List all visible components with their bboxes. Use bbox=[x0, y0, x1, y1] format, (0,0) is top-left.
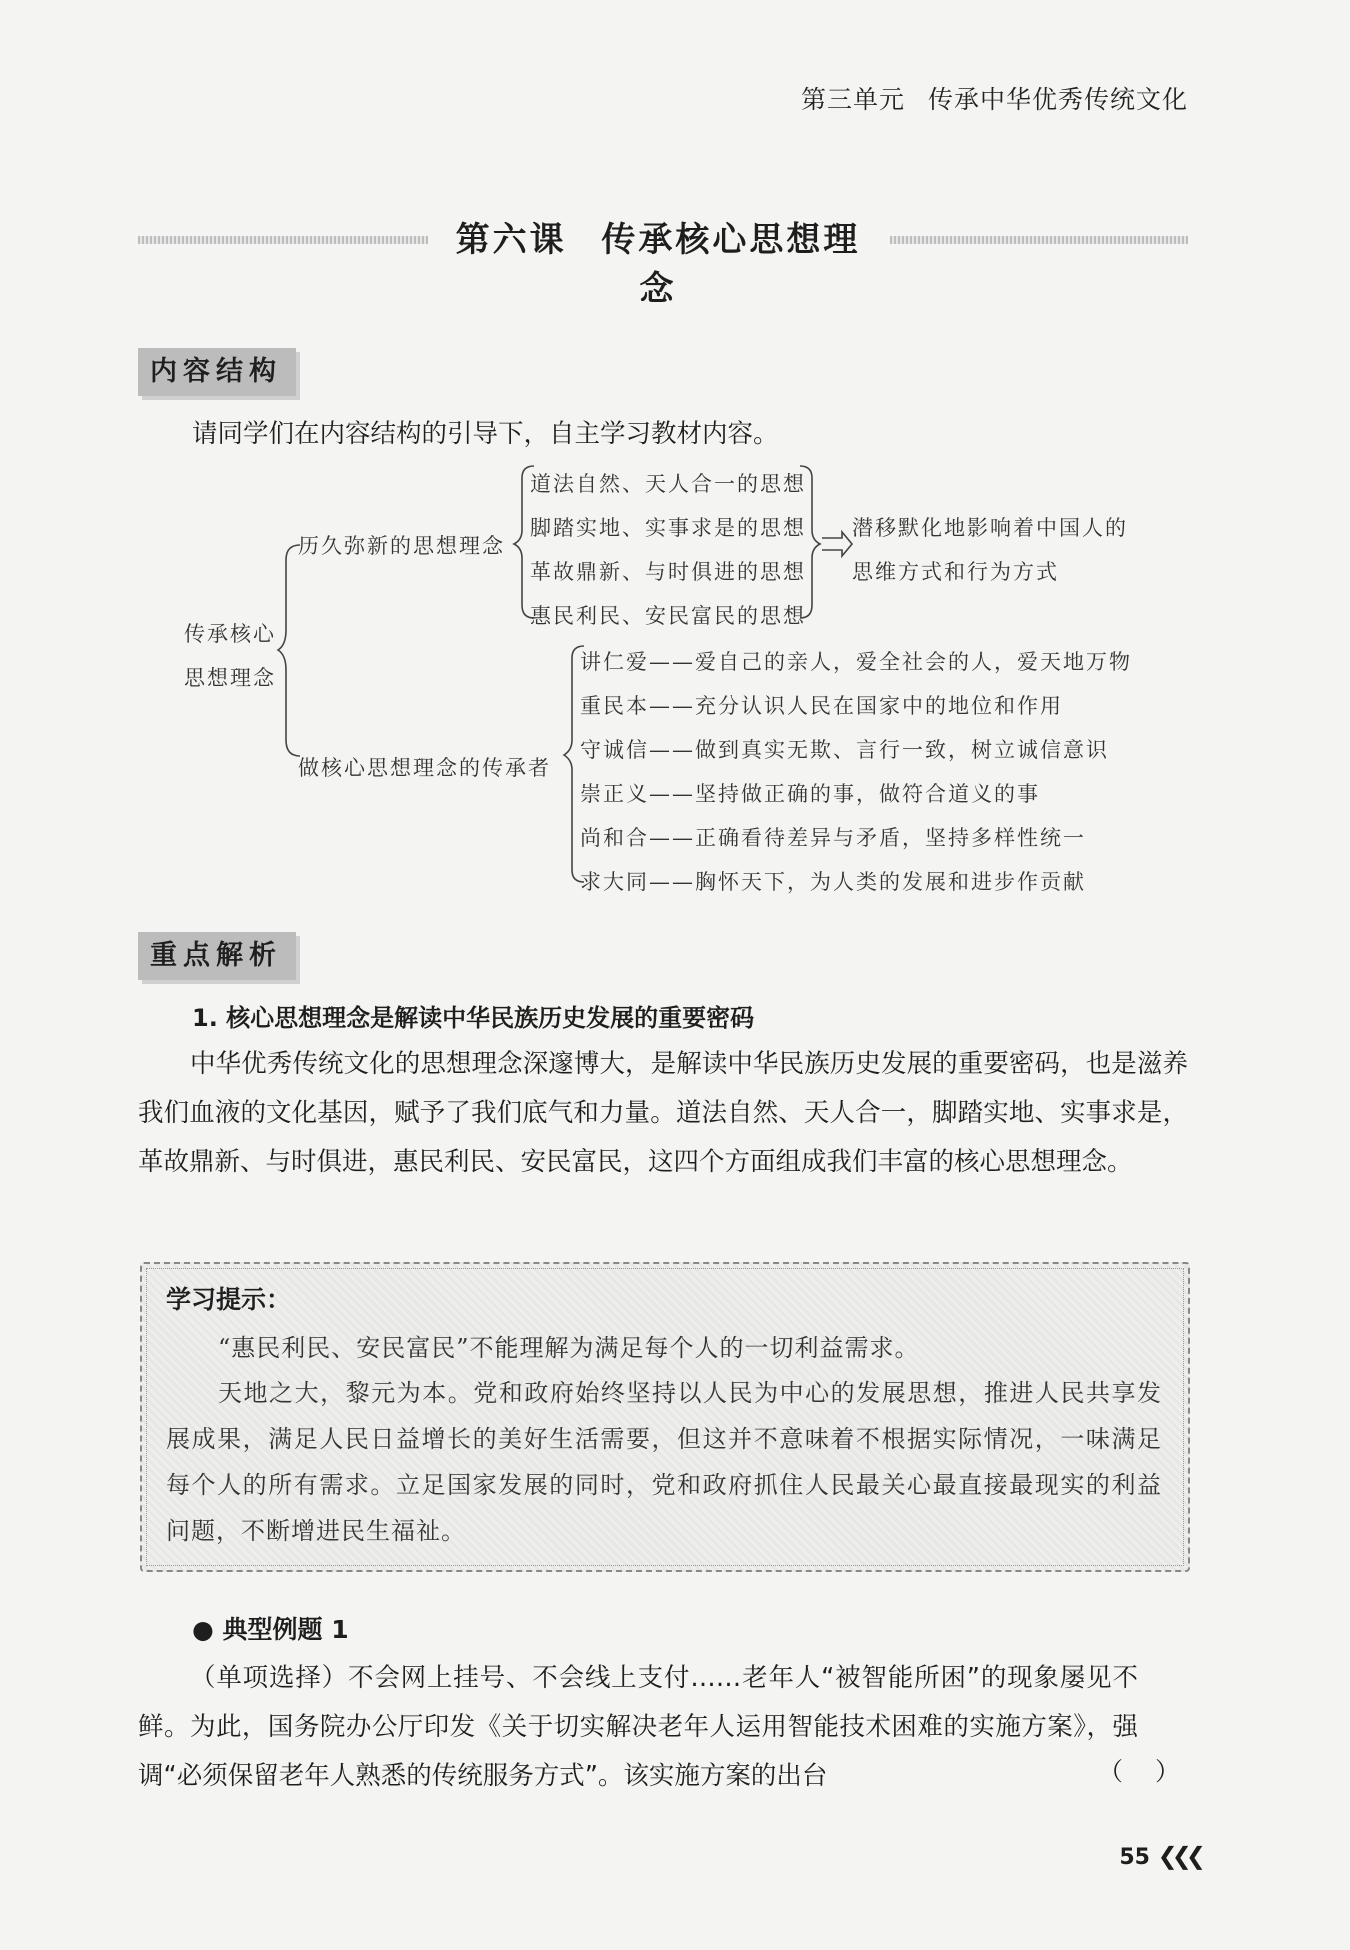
list-item: 革故鼎新、与时俱进的思想 bbox=[530, 560, 806, 584]
list-item: 道法自然、天人合一的思想 bbox=[530, 472, 806, 496]
section-badge-structure: 内容结构 bbox=[138, 348, 296, 396]
list-item: 重民本——充分认识人民在国家中的地位和作用 bbox=[580, 694, 1063, 718]
tips-title: 学习提示： bbox=[166, 1285, 292, 1314]
tips-paragraph: 天地之大，黎元为本。党和政府始终坚持以人民为中心的发展思想，推进人民共享发展成果，满足人民日益增长的美好生活需要，但这并不意味着不根据实际情况，一味满足每个人的所有需求。立足国家发展的同时，党和政府抓住人民最关心最直接最现实的利益问题，不断增进民生福祉。 bbox=[166, 1379, 1162, 1545]
example-text: （单项选择）不会网上挂号、不会线上支付……老年人“被智能所困”的现象屡见不鲜。为此，国务院办公厅印发《关于切实解决老年人运用智能技术困难的实施方案》，强调“必须保留老年人熟悉的传统服务方式”。该实施方案的出台 bbox=[138, 1663, 1138, 1791]
diagram-branch1-result bbox=[852, 506, 1128, 594]
list-item: 惠民利民、安民富民的思想 bbox=[530, 604, 806, 628]
unit-label: 第三单元 bbox=[801, 85, 906, 114]
section-badge-analysis: 重点解析 bbox=[138, 932, 296, 980]
lesson-title: 第六课 传承核心思想理念 bbox=[455, 220, 861, 309]
diagram-branch1-label: 历久弥新的思想理念 bbox=[298, 534, 505, 558]
list-item: 崇正义——坚持做正确的事，做符合道义的事 bbox=[580, 782, 1040, 806]
list-item: 讲仁爱——爱自己的亲人，爱全社会的人，爱天地万物 bbox=[580, 650, 1132, 674]
chevron-left-icon: ❮❮❮ bbox=[1157, 1842, 1200, 1870]
title-rule-left bbox=[138, 236, 428, 244]
list-item: 求大同——胸怀天下，为人类的发展和进步作贡献 bbox=[580, 870, 1086, 894]
tips-line1: “惠民利民、安民富民”不能理解为满足每个人的一切利益需求。 bbox=[218, 1334, 920, 1362]
title-rule-right bbox=[890, 236, 1188, 244]
diagram-root-line1: 传承核心 bbox=[184, 622, 276, 646]
diagram-branch1-items bbox=[530, 462, 806, 638]
lesson-title-bar bbox=[138, 212, 1188, 309]
running-header bbox=[801, 80, 1188, 116]
result-line2: 思维方式和行为方式 bbox=[852, 560, 1059, 584]
answer-blank[interactable]: （ ） bbox=[1098, 1757, 1180, 1786]
page-number bbox=[1119, 1842, 1200, 1870]
study-tips-box bbox=[140, 1262, 1190, 1572]
analysis-heading: 1. 核心思想理念是解读中华民族历史发展的重要密码 bbox=[192, 1004, 755, 1032]
list-item: 守诚信——做到真实无欺、言行一致，树立诚信意识 bbox=[580, 738, 1109, 762]
unit-title: 传承中华优秀传统文化 bbox=[927, 85, 1188, 114]
diagram-branch2-items bbox=[580, 640, 1132, 904]
list-item: 脚踏实地、实事求是的思想 bbox=[530, 516, 806, 540]
analysis-paragraph: 中华优秀传统文化的思想理念深邃博大，是解读中华民族历史发展的重要密码，也是滋养我们血液的文化基因，赋予了我们底气和力量。道法自然、天人合一，脚踏实地、实事求是，革故鼎新、与时俱进，惠民利民、安民富民，这四个方面组成我们丰富的核心思想理念。 bbox=[138, 1049, 1188, 1177]
list-item: 尚和合——正确看待差异与矛盾，坚持多样性统一 bbox=[580, 826, 1086, 850]
example-heading-text: 典型例题 1 bbox=[222, 1615, 349, 1644]
diagram-branch2-label: 做核心思想理念的传承者 bbox=[298, 756, 551, 780]
diagram-root-line2: 思想理念 bbox=[184, 666, 276, 690]
result-line1: 潜移默化地影响着中国人的 bbox=[852, 516, 1128, 540]
example-heading bbox=[192, 1610, 349, 1646]
page-number-text: 55 bbox=[1119, 1845, 1150, 1870]
section-intro: 请同学们在内容结构的引导下，自主学习教材内容。 bbox=[192, 419, 779, 449]
bullet-icon: ● bbox=[192, 1615, 223, 1644]
diagram-root bbox=[184, 612, 276, 700]
